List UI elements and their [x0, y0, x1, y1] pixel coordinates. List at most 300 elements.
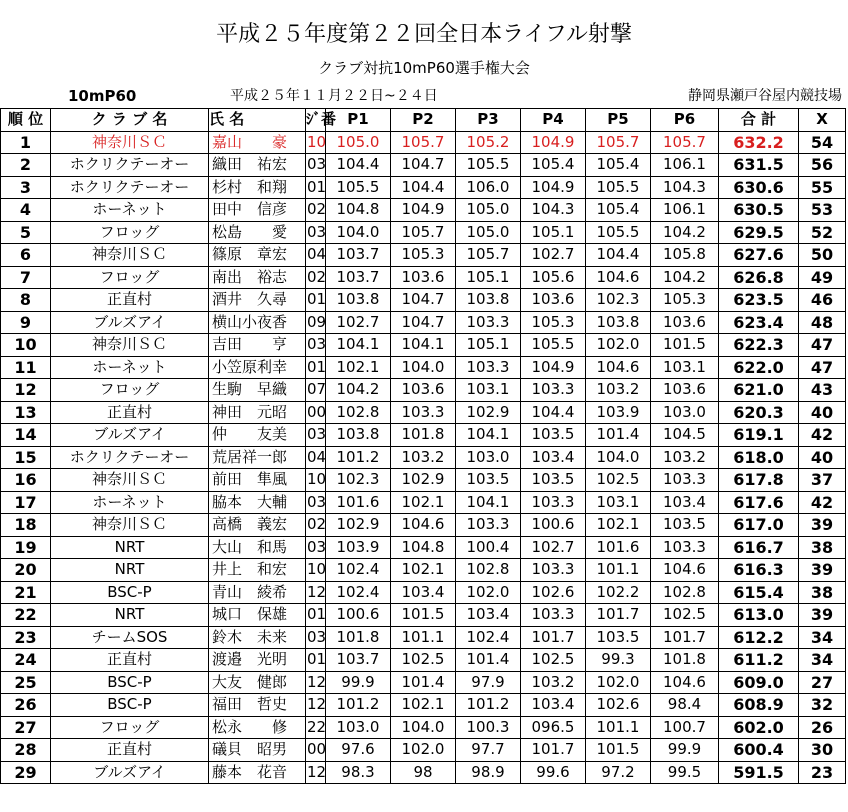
x-count-cell: 38 — [799, 536, 846, 559]
series-score-cell: 105.5 — [456, 154, 521, 177]
club-cell: ブルズアイ — [51, 761, 209, 784]
series-score-cell: 101.5 — [651, 334, 719, 357]
series-score-cell: 101.4 — [586, 424, 651, 447]
shooter-number-cell: 03 — [306, 424, 326, 447]
x-count-cell: 39 — [799, 559, 846, 582]
shooter-number-cell: 22 — [306, 716, 326, 739]
series-score-cell: 97.9 — [456, 671, 521, 694]
series-score-cell: 103.6 — [391, 266, 456, 289]
series-score-cell: 99.6 — [521, 761, 586, 784]
table-row — [1, 604, 846, 627]
series-score-cell: 105.3 — [651, 289, 719, 312]
series-score-cell: 101.5 — [391, 604, 456, 627]
total-score-cell: 612.2 — [719, 626, 799, 649]
x-count-cell: 47 — [799, 334, 846, 357]
table-row — [1, 671, 846, 694]
rank-cell: 2 — [1, 154, 51, 177]
x-count-cell: 50 — [799, 244, 846, 267]
shooter-name-cell: 大山 和馬 — [209, 536, 306, 559]
shooter-name-cell: 松島 愛 — [209, 221, 306, 244]
x-count-cell: 47 — [799, 356, 846, 379]
column-header: P3 — [456, 109, 521, 132]
series-score-cell: 102.0 — [456, 581, 521, 604]
series-score-cell: 104.6 — [586, 356, 651, 379]
club-cell: フロッグ — [51, 379, 209, 402]
series-score-cell: 105.3 — [391, 244, 456, 267]
series-score-cell: 104.9 — [521, 356, 586, 379]
series-score-cell: 105.0 — [456, 221, 521, 244]
series-score-cell: 105.7 — [391, 131, 456, 154]
table-row — [1, 221, 846, 244]
shooter-number-cell: 01 — [306, 356, 326, 379]
x-count-cell: 23 — [799, 761, 846, 784]
total-score-cell: 602.0 — [719, 716, 799, 739]
event-name: 10mP60 — [68, 87, 137, 105]
rank-cell: 12 — [1, 379, 51, 402]
series-score-cell: 104.6 — [651, 671, 719, 694]
series-score-cell: 103.3 — [521, 604, 586, 627]
rank-cell: 11 — [1, 356, 51, 379]
series-score-cell: 102.4 — [326, 559, 391, 582]
series-score-cell: 104.0 — [326, 221, 391, 244]
series-score-cell: 99.3 — [586, 649, 651, 672]
table-row — [1, 289, 846, 312]
table-row — [1, 356, 846, 379]
total-score-cell: 622.0 — [719, 356, 799, 379]
series-score-cell: 103.4 — [521, 694, 586, 717]
table-row — [1, 311, 846, 334]
table-row — [1, 131, 846, 154]
series-score-cell: 104.1 — [391, 334, 456, 357]
series-score-cell: 103.1 — [456, 379, 521, 402]
series-score-cell: 103.1 — [586, 491, 651, 514]
series-score-cell: 103.4 — [391, 581, 456, 604]
shooter-name-cell: 生駒 早織 — [209, 379, 306, 402]
shooter-name-cell: 前田 隼風 — [209, 469, 306, 492]
series-score-cell: 105.4 — [586, 199, 651, 222]
series-score-cell: 103.7 — [326, 244, 391, 267]
series-score-cell: 103.5 — [521, 469, 586, 492]
series-score-cell: 102.5 — [391, 649, 456, 672]
column-header: 合 計 — [719, 109, 799, 132]
x-count-cell: 32 — [799, 694, 846, 717]
series-score-cell: 103.3 — [521, 491, 586, 514]
column-header: X — [799, 109, 846, 132]
series-score-cell: 102.8 — [326, 401, 391, 424]
rank-cell: 6 — [1, 244, 51, 267]
x-count-cell: 43 — [799, 379, 846, 402]
total-score-cell: 617.0 — [719, 514, 799, 537]
rank-cell: 8 — [1, 289, 51, 312]
total-score-cell: 623.4 — [719, 311, 799, 334]
series-score-cell: 101.1 — [586, 559, 651, 582]
series-score-cell: 99.5 — [651, 761, 719, 784]
series-score-cell: 105.7 — [651, 131, 719, 154]
club-cell: 正直村 — [51, 289, 209, 312]
table-row — [1, 536, 846, 559]
shooter-name-cell: 井上 和宏 — [209, 559, 306, 582]
shooter-number-cell: 03 — [306, 491, 326, 514]
shooter-number-cell: 01 — [306, 176, 326, 199]
series-score-cell: 104.7 — [391, 154, 456, 177]
series-score-cell: 103.3 — [456, 356, 521, 379]
event-date: 平成２５年１１月２２日~２４日 — [230, 88, 438, 104]
series-score-cell: 97.6 — [326, 739, 391, 762]
series-score-cell: 103.8 — [326, 289, 391, 312]
series-score-cell: 104.7 — [391, 311, 456, 334]
x-count-cell: 40 — [799, 401, 846, 424]
series-score-cell: 104.6 — [391, 514, 456, 537]
table-row — [1, 761, 846, 784]
series-score-cell: 102.0 — [391, 739, 456, 762]
series-score-cell: 102.9 — [326, 514, 391, 537]
shooter-name-cell: 南出 裕志 — [209, 266, 306, 289]
club-cell: フロッグ — [51, 266, 209, 289]
total-score-cell: 630.6 — [719, 176, 799, 199]
series-score-cell: 100.7 — [651, 716, 719, 739]
shooter-name-cell: 脇本 大輔 — [209, 491, 306, 514]
series-score-cell: 105.2 — [456, 131, 521, 154]
column-header: P1 — [326, 109, 391, 132]
club-cell: 正直村 — [51, 401, 209, 424]
series-score-cell: 102.0 — [586, 671, 651, 694]
series-score-cell: 102.4 — [456, 626, 521, 649]
table-row — [1, 244, 846, 267]
table-row — [1, 559, 846, 582]
series-score-cell: 103.0 — [326, 716, 391, 739]
table-row — [1, 424, 846, 447]
series-score-cell: 103.5 — [456, 469, 521, 492]
series-score-cell: 102.8 — [651, 581, 719, 604]
document-subtitle: クラブ対抗10mP60選手権大会 — [318, 59, 530, 77]
series-score-cell: 103.7 — [326, 649, 391, 672]
total-score-cell: 616.3 — [719, 559, 799, 582]
x-count-cell: 34 — [799, 649, 846, 672]
club-cell: 神奈川ＳＣ — [51, 469, 209, 492]
series-score-cell: 101.7 — [586, 604, 651, 627]
x-count-cell: 49 — [799, 266, 846, 289]
series-score-cell: 103.4 — [456, 604, 521, 627]
series-score-cell: 104.7 — [391, 289, 456, 312]
shooter-number-cell: 02 — [306, 514, 326, 537]
series-score-cell: 096.5 — [521, 716, 586, 739]
table-row — [1, 491, 846, 514]
table-row — [1, 176, 846, 199]
series-score-cell: 104.8 — [391, 536, 456, 559]
shooter-name-cell: 織田 祐宏 — [209, 154, 306, 177]
series-score-cell: 104.2 — [651, 221, 719, 244]
shooter-name-cell: 小笠原利幸 — [209, 356, 306, 379]
series-score-cell: 105.4 — [521, 154, 586, 177]
series-score-cell: 105.5 — [326, 176, 391, 199]
total-score-cell: 618.0 — [719, 446, 799, 469]
rank-cell: 22 — [1, 604, 51, 627]
total-score-cell: 627.6 — [719, 244, 799, 267]
series-score-cell: 100.6 — [521, 514, 586, 537]
series-score-cell: 97.7 — [456, 739, 521, 762]
club-cell: ホーネット — [51, 356, 209, 379]
series-score-cell: 103.3 — [521, 559, 586, 582]
shooter-number-cell: 10 — [306, 469, 326, 492]
series-score-cell: 102.7 — [521, 536, 586, 559]
total-score-cell: 622.3 — [719, 334, 799, 357]
series-score-cell: 102.2 — [586, 581, 651, 604]
series-score-cell: 102.1 — [586, 514, 651, 537]
club-cell: ブルズアイ — [51, 311, 209, 334]
series-score-cell: 103.6 — [521, 289, 586, 312]
series-score-cell: 102.7 — [521, 244, 586, 267]
series-score-cell: 105.5 — [521, 334, 586, 357]
series-score-cell: 100.4 — [456, 536, 521, 559]
series-score-cell: 104.1 — [326, 334, 391, 357]
series-score-cell: 103.7 — [326, 266, 391, 289]
series-score-cell: 100.3 — [456, 716, 521, 739]
series-score-cell: 101.8 — [391, 424, 456, 447]
column-header: P5 — [586, 109, 651, 132]
club-cell: ブルズアイ — [51, 424, 209, 447]
shooter-name-cell: 荒居祥一郎 — [209, 446, 306, 469]
series-score-cell: 103.5 — [651, 514, 719, 537]
total-score-cell: 629.5 — [719, 221, 799, 244]
shooter-number-cell: 00 — [306, 739, 326, 762]
series-score-cell: 101.1 — [586, 716, 651, 739]
shooter-name-cell: 田中 信彦 — [209, 199, 306, 222]
series-score-cell: 101.4 — [456, 649, 521, 672]
shooter-number-cell: 01 — [306, 289, 326, 312]
table-row — [1, 199, 846, 222]
series-score-cell: 106.1 — [651, 154, 719, 177]
series-score-cell: 102.1 — [391, 491, 456, 514]
rank-cell: 5 — [1, 221, 51, 244]
column-header: ク ラ ブ 名 — [51, 109, 209, 132]
shooter-number-cell: 12 — [306, 694, 326, 717]
shooter-number-cell: 00 — [306, 401, 326, 424]
rank-cell: 23 — [1, 626, 51, 649]
series-score-cell: 101.7 — [521, 626, 586, 649]
rank-cell: 19 — [1, 536, 51, 559]
series-score-cell: 102.8 — [456, 559, 521, 582]
shooter-number-cell: 02 — [306, 266, 326, 289]
series-score-cell: 103.9 — [326, 536, 391, 559]
series-score-cell: 105.7 — [456, 244, 521, 267]
series-score-cell: 103.6 — [651, 379, 719, 402]
rank-cell: 18 — [1, 514, 51, 537]
shooter-name-cell: 吉田 亨 — [209, 334, 306, 357]
series-score-cell: 102.1 — [391, 559, 456, 582]
series-score-cell: 105.8 — [651, 244, 719, 267]
series-score-cell: 101.7 — [651, 626, 719, 649]
shooter-name-cell: 大友 健郎 — [209, 671, 306, 694]
series-score-cell: 105.1 — [456, 334, 521, 357]
series-score-cell: 104.0 — [586, 446, 651, 469]
shooter-number-cell: 03 — [306, 334, 326, 357]
series-score-cell: 103.3 — [391, 401, 456, 424]
series-score-cell: 105.4 — [586, 154, 651, 177]
column-header: P6 — [651, 109, 719, 132]
series-score-cell: 102.9 — [391, 469, 456, 492]
club-cell: フロッグ — [51, 221, 209, 244]
series-score-cell: 102.5 — [651, 604, 719, 627]
series-score-cell: 103.0 — [456, 446, 521, 469]
series-score-cell: 104.1 — [456, 491, 521, 514]
club-cell: 正直村 — [51, 739, 209, 762]
total-score-cell: 616.7 — [719, 536, 799, 559]
series-score-cell: 102.3 — [586, 289, 651, 312]
shooter-number-cell: 12 — [306, 671, 326, 694]
series-score-cell: 104.4 — [326, 154, 391, 177]
table-row — [1, 446, 846, 469]
shooter-name-cell: 神田 元昭 — [209, 401, 306, 424]
series-score-cell: 98.4 — [651, 694, 719, 717]
series-score-cell: 102.1 — [326, 356, 391, 379]
series-score-cell: 105.1 — [521, 221, 586, 244]
total-score-cell: 623.5 — [719, 289, 799, 312]
series-score-cell: 101.2 — [326, 446, 391, 469]
series-score-cell: 99.9 — [651, 739, 719, 762]
rank-cell: 14 — [1, 424, 51, 447]
shooter-number-cell: 03 — [306, 626, 326, 649]
x-count-cell: 27 — [799, 671, 846, 694]
shooter-name-cell: 青山 綾希 — [209, 581, 306, 604]
series-score-cell: 103.3 — [456, 311, 521, 334]
total-score-cell: 626.8 — [719, 266, 799, 289]
rank-cell: 26 — [1, 694, 51, 717]
shooter-number-cell: 04 — [306, 446, 326, 469]
series-score-cell: 105.7 — [586, 131, 651, 154]
club-cell: ホクリクテーオー — [51, 176, 209, 199]
series-score-cell: 103.5 — [586, 626, 651, 649]
document-title: 平成２５年度第２２回全日本ライフル射撃 — [216, 22, 632, 47]
total-score-cell: 617.8 — [719, 469, 799, 492]
series-score-cell: 105.3 — [521, 311, 586, 334]
series-score-cell: 97.2 — [586, 761, 651, 784]
x-count-cell: 56 — [799, 154, 846, 177]
series-score-cell: 104.0 — [391, 356, 456, 379]
series-score-cell: 105.0 — [456, 199, 521, 222]
x-count-cell: 38 — [799, 581, 846, 604]
series-score-cell: 98.3 — [326, 761, 391, 784]
rank-cell: 1 — [1, 131, 51, 154]
column-header: ｼﾞ番 — [306, 109, 326, 132]
table-row — [1, 739, 846, 762]
series-score-cell: 103.2 — [521, 671, 586, 694]
club-cell: 神奈川ＳＣ — [51, 334, 209, 357]
column-header: 氏 名 — [209, 109, 306, 132]
series-score-cell: 103.3 — [651, 536, 719, 559]
series-score-cell: 104.9 — [391, 199, 456, 222]
series-score-cell: 102.1 — [391, 694, 456, 717]
x-count-cell: 46 — [799, 289, 846, 312]
series-score-cell: 104.6 — [586, 266, 651, 289]
rank-cell: 10 — [1, 334, 51, 357]
series-score-cell: 101.8 — [651, 649, 719, 672]
series-score-cell: 102.6 — [586, 694, 651, 717]
series-score-cell: 102.3 — [326, 469, 391, 492]
x-count-cell: 34 — [799, 626, 846, 649]
shooter-name-cell: 横山小夜香 — [209, 311, 306, 334]
table-row — [1, 716, 846, 739]
rank-cell: 16 — [1, 469, 51, 492]
x-count-cell: 48 — [799, 311, 846, 334]
club-cell: 神奈川ＳＣ — [51, 244, 209, 267]
total-score-cell: 619.1 — [719, 424, 799, 447]
series-score-cell: 103.8 — [456, 289, 521, 312]
total-score-cell: 600.4 — [719, 739, 799, 762]
series-score-cell: 103.1 — [651, 356, 719, 379]
table-row — [1, 379, 846, 402]
shooter-number-cell: 01 — [306, 649, 326, 672]
series-score-cell: 105.5 — [586, 176, 651, 199]
rank-cell: 15 — [1, 446, 51, 469]
series-score-cell: 105.0 — [326, 131, 391, 154]
series-score-cell: 104.4 — [521, 401, 586, 424]
series-score-cell: 102.5 — [586, 469, 651, 492]
column-header: P2 — [391, 109, 456, 132]
shooter-name-cell: 仲 友美 — [209, 424, 306, 447]
series-score-cell: 103.3 — [651, 469, 719, 492]
shooter-name-cell: 杉村 和翔 — [209, 176, 306, 199]
series-score-cell: 98 — [391, 761, 456, 784]
series-score-cell: 102.5 — [521, 649, 586, 672]
rank-cell: 29 — [1, 761, 51, 784]
shooter-name-cell: 渡邉 光明 — [209, 649, 306, 672]
results-table — [0, 108, 846, 784]
shooter-number-cell: 10 — [306, 131, 326, 154]
total-score-cell: 620.3 — [719, 401, 799, 424]
rank-cell: 17 — [1, 491, 51, 514]
series-score-cell: 106.0 — [456, 176, 521, 199]
shooter-name-cell: 鈴木 未来 — [209, 626, 306, 649]
series-score-cell: 104.4 — [391, 176, 456, 199]
series-score-cell: 104.0 — [391, 716, 456, 739]
series-score-cell: 99.9 — [326, 671, 391, 694]
series-score-cell: 104.2 — [326, 379, 391, 402]
total-score-cell: 632.2 — [719, 131, 799, 154]
club-cell: チームSOS — [51, 626, 209, 649]
shooter-number-cell: 09 — [306, 311, 326, 334]
series-score-cell: 106.1 — [651, 199, 719, 222]
table-row — [1, 514, 846, 537]
club-cell: BSC-P — [51, 694, 209, 717]
series-score-cell: 103.8 — [326, 424, 391, 447]
rank-cell: 28 — [1, 739, 51, 762]
shooter-number-cell: 04 — [306, 244, 326, 267]
shooter-number-cell: 12 — [306, 581, 326, 604]
shooter-name-cell: 高橋 義宏 — [209, 514, 306, 537]
shooter-number-cell: 03 — [306, 221, 326, 244]
club-cell: NRT — [51, 536, 209, 559]
header-row — [1, 109, 846, 132]
series-score-cell: 102.0 — [586, 334, 651, 357]
series-score-cell: 103.6 — [651, 311, 719, 334]
rank-cell: 27 — [1, 716, 51, 739]
x-count-cell: 53 — [799, 199, 846, 222]
total-score-cell: 591.5 — [719, 761, 799, 784]
club-cell: 神奈川ＳＣ — [51, 514, 209, 537]
table-row — [1, 266, 846, 289]
shooter-name-cell: 城口 保雄 — [209, 604, 306, 627]
x-count-cell: 42 — [799, 491, 846, 514]
series-score-cell: 103.0 — [651, 401, 719, 424]
series-score-cell: 105.7 — [391, 221, 456, 244]
shooter-name-cell: 酒井 久尋 — [209, 289, 306, 312]
series-score-cell: 103.2 — [391, 446, 456, 469]
series-score-cell: 102.9 — [456, 401, 521, 424]
series-score-cell: 101.6 — [326, 491, 391, 514]
series-score-cell: 103.6 — [391, 379, 456, 402]
series-score-cell: 101.6 — [586, 536, 651, 559]
series-score-cell: 100.6 — [326, 604, 391, 627]
